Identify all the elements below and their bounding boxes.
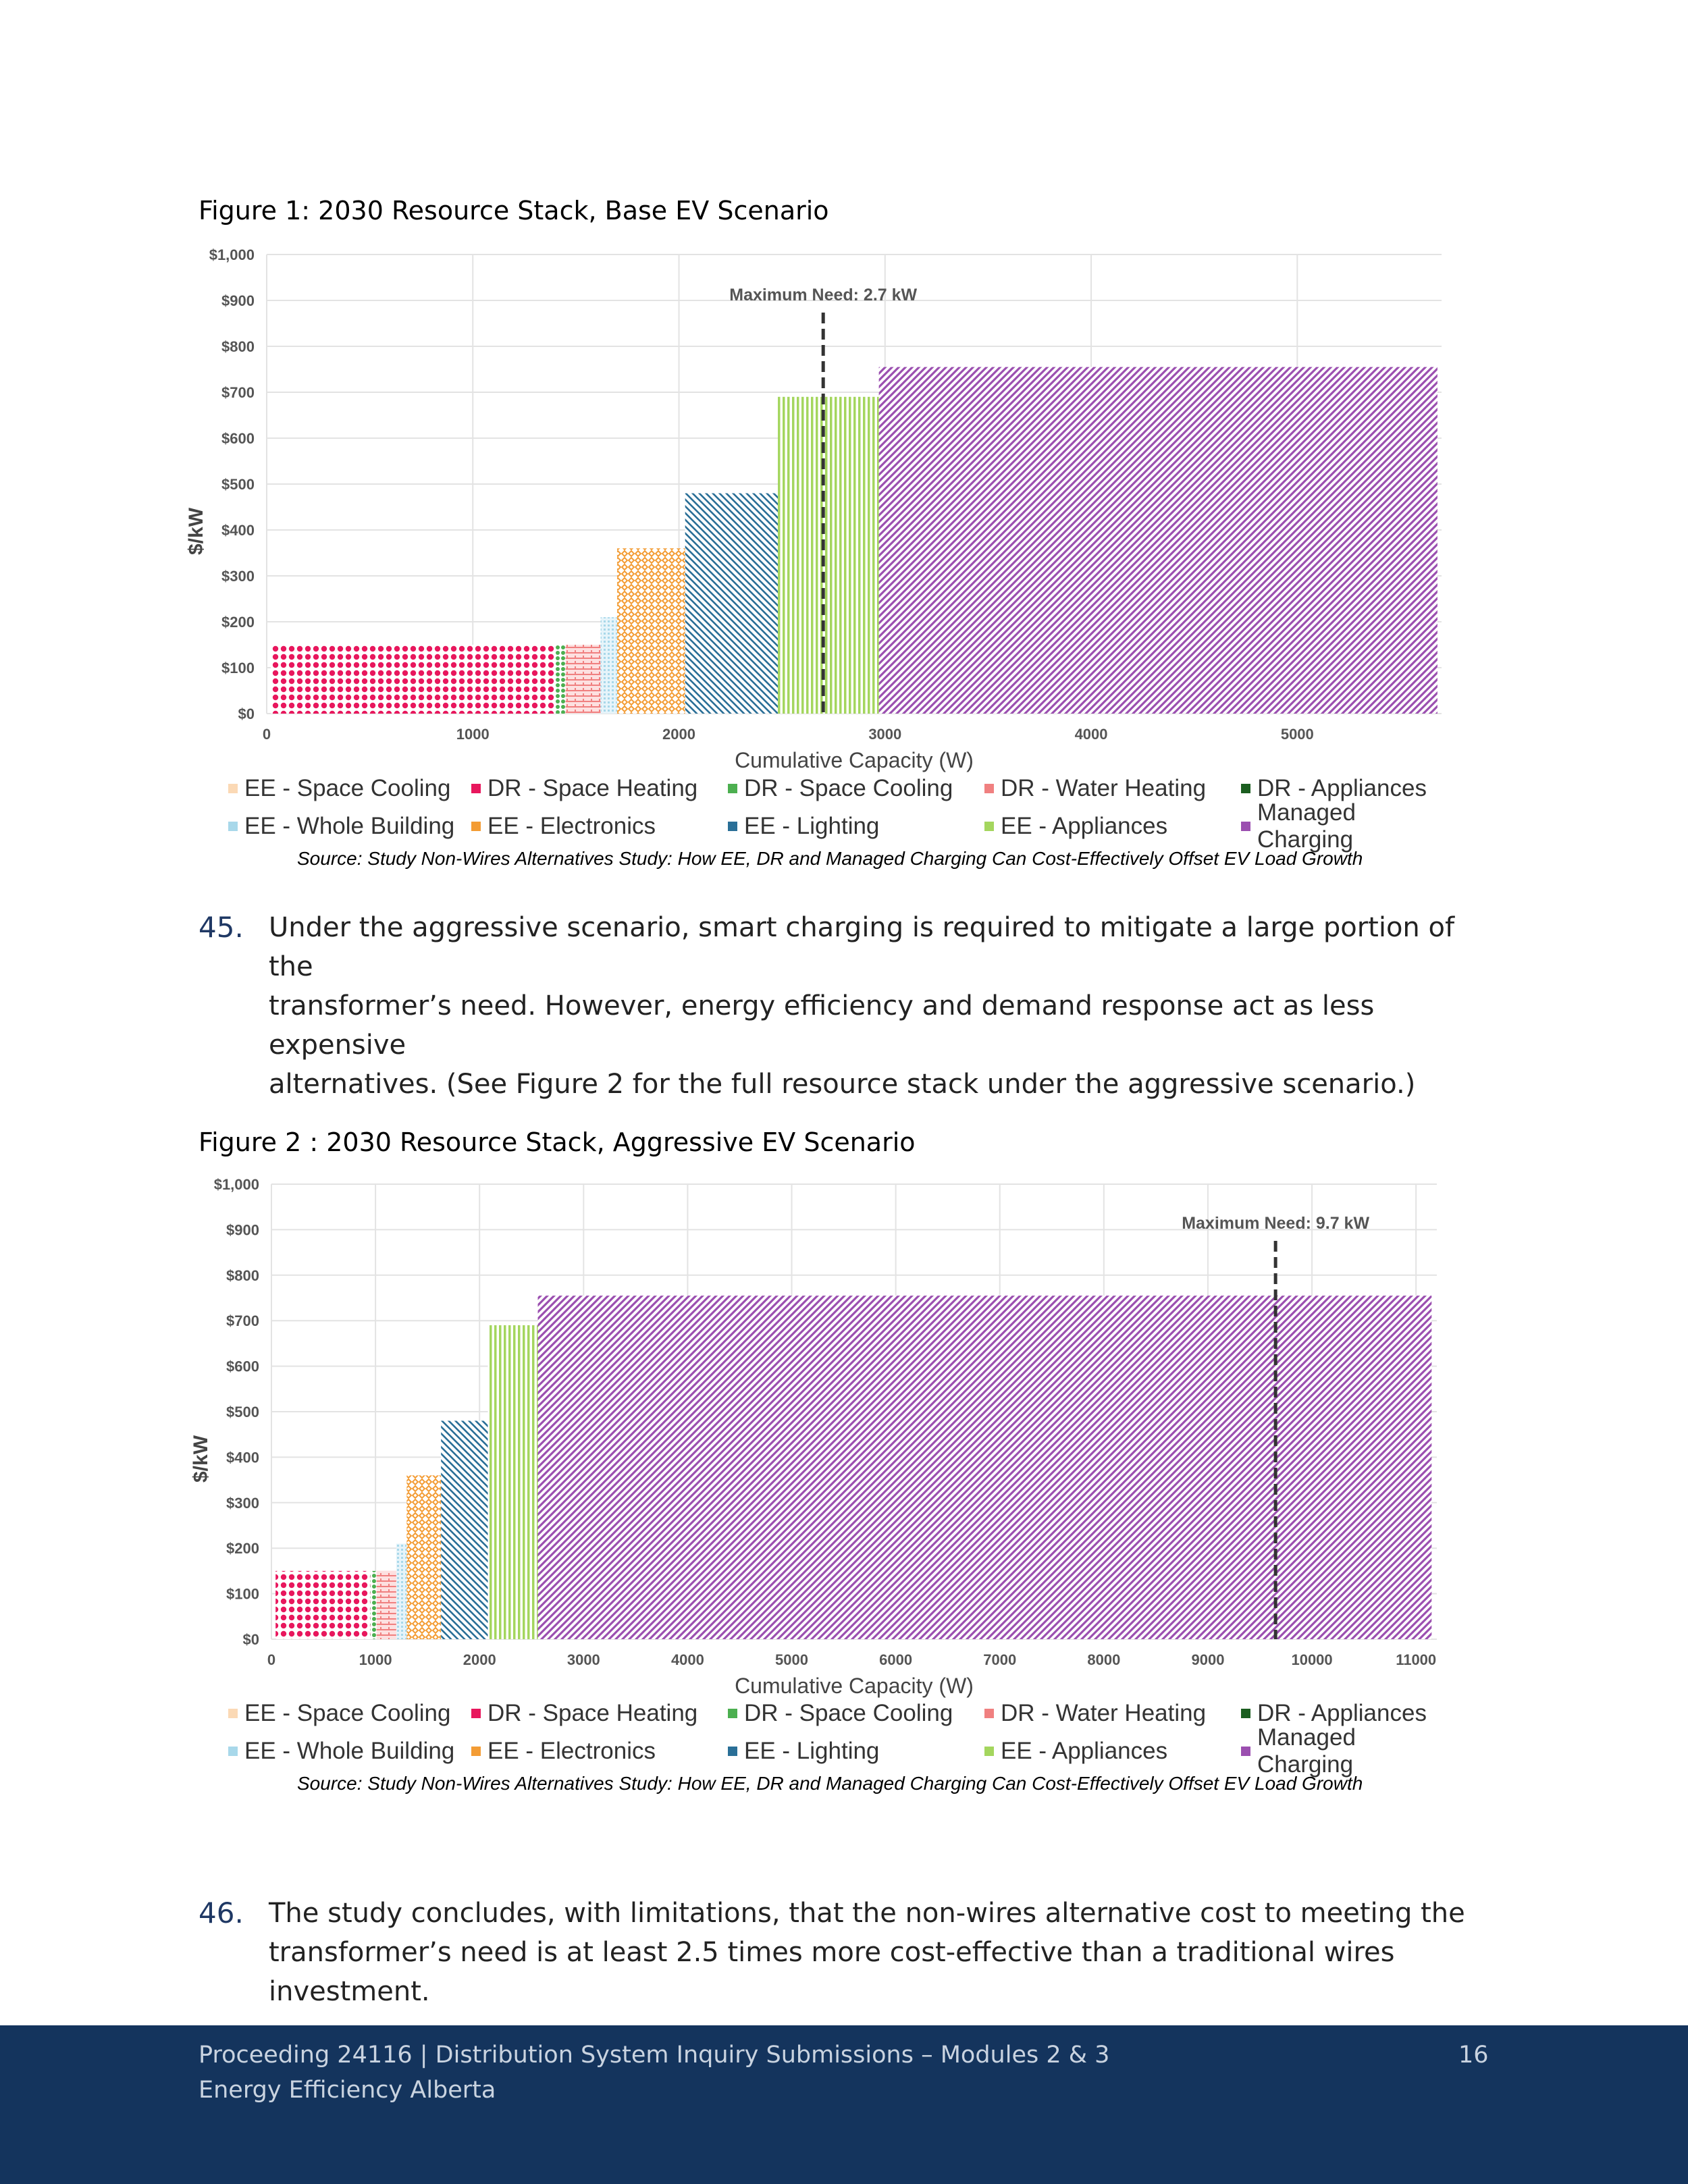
- legend-label: DR - Water Heating: [1001, 775, 1207, 801]
- y-tick-label: $600: [221, 430, 255, 447]
- y-tick-label: $500: [221, 476, 255, 493]
- legend-item: [728, 813, 984, 840]
- y-tick-label: $200: [226, 1540, 259, 1557]
- legend-row: [228, 799, 1498, 853]
- page-footer: [0, 2025, 1688, 2184]
- paragraph-line: Under the aggressive scenario, smart charging is required to mitigate a large portion of the: [269, 912, 1455, 982]
- x-tick-label: 10000: [1291, 1651, 1333, 1668]
- bar-ee-electronics: [406, 1475, 441, 1639]
- legend-label: EE - Appliances: [1001, 813, 1168, 839]
- legend-label: DR - Space Heating: [487, 775, 698, 801]
- legend-item: [471, 813, 728, 840]
- legend-swatch: [728, 784, 737, 793]
- x-tick-label: 5000: [775, 1651, 809, 1668]
- y-tick-label: $300: [221, 568, 255, 585]
- bar-dr-space-heating: [271, 645, 555, 714]
- figure1-legend: [228, 770, 1498, 853]
- x-tick-label: 1000: [456, 726, 490, 743]
- bar-ee-lighting: [685, 494, 778, 714]
- x-tick-label: 5000: [1280, 726, 1314, 743]
- legend-swatch: [471, 784, 481, 793]
- legend-item: [471, 775, 728, 802]
- y-tick-label: $900: [226, 1221, 259, 1239]
- y-tick-label: $0: [238, 705, 255, 722]
- legend-label: EE - Space Cooling: [244, 1700, 451, 1726]
- legend-item: [728, 1700, 984, 1727]
- bar-ee-electronics: [617, 548, 685, 714]
- legend-label: Managed Charging: [1257, 1724, 1356, 1778]
- footer-proceeding: Proceeding 24116 | Distribution System Inquiry Submissions – Modules 2 & 3: [199, 2042, 1110, 2069]
- x-tick-label: 2000: [662, 726, 696, 743]
- bar-ee-lighting: [441, 1420, 487, 1639]
- legend-item: [728, 1738, 984, 1765]
- legend-label: DR - Appliances: [1257, 1700, 1427, 1726]
- legend-row: [228, 1724, 1498, 1778]
- legend-swatch: [228, 784, 238, 793]
- paragraph-line: alternatives. (See Figure 2 for the full resource stack under the aggressive scenario.): [269, 1069, 1416, 1100]
- legend-item: [228, 775, 471, 802]
- legend-swatch: [984, 1709, 994, 1718]
- bar-ee-appliances: [778, 397, 879, 714]
- paragraph-line: transformer’s need. However, energy efficiency and demand response act as less expensive: [269, 990, 1375, 1061]
- legend-item: [228, 1700, 471, 1727]
- legend-item: [1241, 1700, 1457, 1727]
- legend-label: EE - Lighting: [744, 1738, 880, 1764]
- bar-dr-water-heating: [377, 1571, 396, 1639]
- legend-swatch: [984, 784, 994, 793]
- legend-item: [471, 1700, 728, 1727]
- x-tick-label: 8000: [1087, 1651, 1121, 1668]
- legend-label: EE - Electronics: [487, 1738, 656, 1764]
- legend-swatch: [228, 822, 238, 831]
- y-tick-label: $300: [226, 1494, 259, 1512]
- figure2-caption: Figure 2 : 2030 Resource Stack, Aggressive EV Scenario: [199, 1127, 916, 1157]
- x-axis-title: Cumulative Capacity (W): [735, 1674, 974, 1698]
- x-tick-label: 1000: [359, 1651, 392, 1668]
- bar-managed-charging: [879, 367, 1438, 714]
- y-tick-label: $700: [226, 1312, 259, 1330]
- chart-svg: [182, 1168, 1499, 1708]
- x-tick-label: 3000: [868, 726, 902, 743]
- legend-swatch: [1241, 784, 1250, 793]
- y-tick-label: $400: [226, 1449, 259, 1466]
- legend-label: DR - Appliances: [1257, 775, 1427, 801]
- bar-ee-appliances: [488, 1325, 538, 1639]
- paragraph-45: [199, 908, 1502, 1100]
- legend-label: DR - Space Cooling: [744, 775, 953, 801]
- legend-swatch: [228, 1747, 238, 1756]
- legend-swatch: [1241, 822, 1250, 831]
- x-tick-label: 0: [262, 726, 271, 743]
- y-tick-label: $500: [226, 1404, 259, 1420]
- x-tick-label: 0: [267, 1651, 276, 1668]
- legend-label: DR - Space Heating: [487, 1700, 698, 1726]
- page-number: 16: [1458, 2042, 1489, 2069]
- legend-label: EE - Whole Building: [244, 1738, 455, 1764]
- legend-item: [1241, 1724, 1457, 1778]
- bar-ee-whole-building: [396, 1543, 406, 1639]
- legend-item: [728, 775, 984, 802]
- legend-swatch: [984, 1747, 994, 1756]
- legend-item: [228, 813, 471, 840]
- x-tick-label: 6000: [879, 1651, 913, 1668]
- figure1-caption: Figure 1: 2030 Resource Stack, Base EV Scenario: [199, 196, 829, 225]
- legend-item: [1241, 775, 1457, 802]
- legend-item: [1241, 799, 1457, 853]
- legend-label: EE - Space Cooling: [244, 775, 451, 801]
- figure2-source: Source: Study Non-Wires Alternatives Study: How EE, DR and Managed Charging Can Cost-Effectively Offset EV Load Growth: [297, 1773, 1363, 1794]
- chart-svg: [182, 240, 1499, 780]
- legend-item: [471, 1738, 728, 1765]
- legend-label: DR - Space Cooling: [744, 1700, 953, 1726]
- x-axis-title: Cumulative Capacity (W): [735, 748, 974, 772]
- legend-label: EE - Appliances: [1001, 1738, 1168, 1764]
- paragraph-line: The study concludes, with limitations, that the non-wires alternative cost to meeting the: [269, 1898, 1465, 1929]
- legend-swatch: [1241, 1747, 1250, 1756]
- legend-label: EE - Whole Building: [244, 813, 455, 839]
- legend-swatch: [984, 822, 994, 831]
- x-tick-label: 2000: [463, 1651, 496, 1668]
- max-need-annotation: Maximum Need: 2.7 kW: [729, 286, 918, 304]
- legend-item: [228, 1738, 471, 1765]
- figure2-chart: [182, 1168, 1499, 1708]
- legend-swatch: [728, 1709, 737, 1718]
- y-tick-label: $700: [221, 384, 255, 401]
- paragraph-46: [199, 1894, 1502, 2007]
- footer-organization: Energy Efficiency Alberta: [199, 2077, 496, 2104]
- y-tick-label: $100: [221, 660, 255, 676]
- x-tick-label: 9000: [1191, 1651, 1225, 1668]
- y-tick-label: $400: [221, 522, 255, 539]
- paragraph-line: transformer’s need is at least 2.5 times more cost-effective than a traditional wires investment.: [269, 1937, 1395, 2007]
- legend-swatch: [471, 1747, 481, 1756]
- x-tick-label: 4000: [670, 1651, 704, 1668]
- y-tick-label: $600: [226, 1358, 259, 1375]
- y-tick-label: $800: [226, 1267, 259, 1284]
- legend-swatch: [1241, 1709, 1250, 1718]
- x-tick-label: 7000: [983, 1651, 1017, 1668]
- legend-label: DR - Water Heating: [1001, 1700, 1207, 1726]
- legend-label: EE - Lighting: [744, 813, 880, 839]
- legend-item: [984, 1700, 1241, 1727]
- y-tick-label: $1,000: [209, 246, 255, 263]
- legend-swatch: [728, 1747, 737, 1756]
- x-tick-label: 4000: [1074, 726, 1108, 743]
- bar-dr-water-heating: [566, 645, 601, 714]
- legend-swatch: [728, 822, 737, 831]
- y-tick-label: $800: [221, 338, 255, 355]
- bar-dr-space-cooling: [555, 645, 565, 714]
- legend-item: [984, 813, 1241, 840]
- y-tick-label: $100: [226, 1585, 259, 1603]
- bar-dr-space-cooling: [370, 1571, 376, 1639]
- legend-label: EE - Electronics: [487, 813, 656, 839]
- y-axis-title: $/kW: [190, 1435, 212, 1483]
- bar-ee-whole-building: [601, 617, 617, 714]
- x-tick-label: 3000: [566, 1651, 600, 1668]
- x-tick-label: 11000: [1396, 1651, 1437, 1668]
- y-tick-label: $900: [221, 292, 255, 309]
- bar-dr-space-heating: [275, 1571, 370, 1639]
- y-tick-label: $0: [242, 1631, 259, 1648]
- legend-label: Managed Charging: [1257, 799, 1356, 853]
- figure1-chart: [182, 240, 1499, 780]
- legend-item: [984, 1738, 1241, 1765]
- figure1-source: Source: Study Non-Wires Alternatives Study: How EE, DR and Managed Charging Can Cost-Effectively Offset EV Load Growth: [297, 848, 1363, 869]
- legend-item: [984, 775, 1241, 802]
- legend-swatch: [471, 822, 481, 831]
- paragraph-number: 46.: [199, 1896, 244, 1929]
- y-tick-label: $200: [221, 614, 255, 631]
- legend-swatch: [471, 1709, 481, 1718]
- bar-managed-charging: [538, 1296, 1432, 1639]
- max-need-annotation: Maximum Need: 9.7 kW: [1182, 1214, 1370, 1233]
- y-axis-title: $/kW: [185, 507, 207, 556]
- figure2-legend: [228, 1695, 1498, 1778]
- y-tick-label: $1,000: [213, 1176, 259, 1193]
- legend-swatch: [228, 1709, 238, 1718]
- paragraph-number: 45.: [199, 911, 244, 944]
